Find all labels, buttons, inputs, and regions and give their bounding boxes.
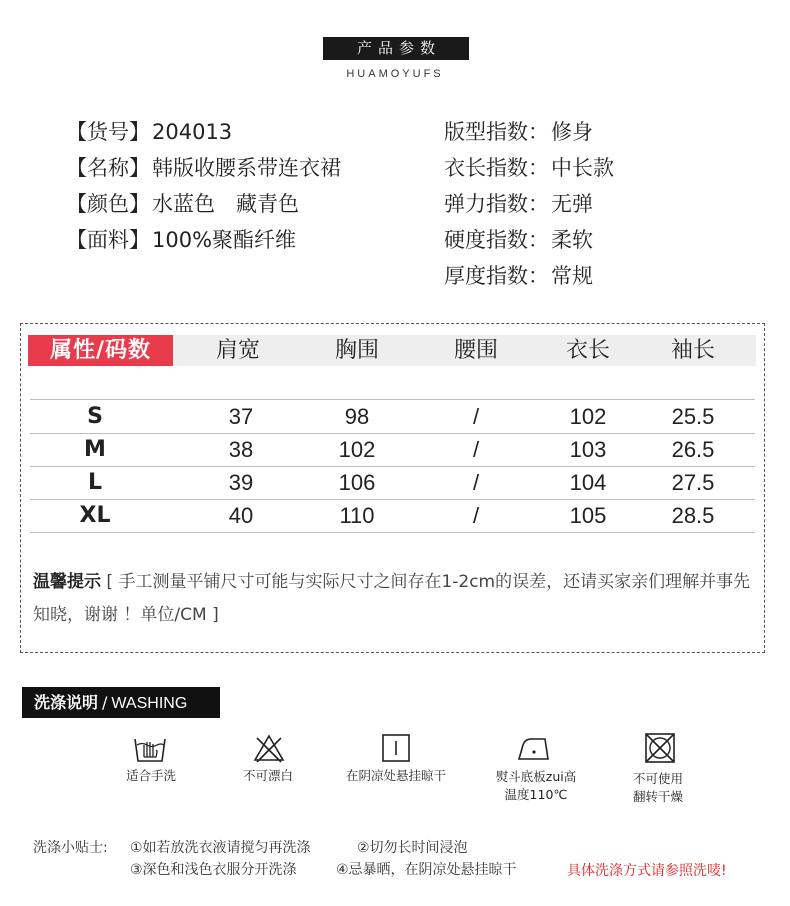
cell-waist: / [472,503,480,528]
header-shoulder: 肩宽 [215,338,260,363]
param-label: 硬度指数： [444,228,549,252]
cell-chest: 102 [338,437,376,462]
cell-shoulder: 38 [228,437,254,462]
param-value: 柔软 [551,228,593,252]
cell-waist: / [472,404,480,429]
hand-wash-label: 适合手洗 [125,768,176,783]
cell-shoulder: 37 [228,404,254,429]
table-row [0,401,790,433]
header-waist: 腰围 [453,338,498,363]
param-value: 修身 [551,120,593,144]
param-color [66,191,299,217]
notes-item-2: ②切勿长时间浸泡 [357,840,468,856]
line-dry-shade-icon [380,733,414,763]
cell-size: XL [79,503,111,528]
iron-icon [517,733,551,763]
param-label: 【名称】 [66,156,150,180]
param-value: 韩版收腰系带连衣裙 [152,156,341,180]
measurement-tip [33,566,753,632]
notes-item-3: ③深色和浅色衣服分开洗涤 [130,862,297,878]
cell-length: 102 [569,404,607,429]
param-thickness-index [444,263,593,289]
param-label: 弹力指数： [444,192,549,216]
line-dry-shade-label: 在阴凉处悬挂晾干 [345,768,446,783]
header-length: 衣长 [565,338,610,363]
cell-length: 103 [569,437,607,462]
param-length-index [444,155,614,181]
header-chest: 胸围 [334,338,379,363]
param-value: 100%聚酯纤维 [152,228,297,252]
brand-subtitle: HUAMOYUFS [346,68,444,80]
table-row [0,434,790,466]
header-sleeve: 袖长 [670,338,715,363]
cell-sleeve: 28.5 [671,503,715,528]
param-stretch-index [444,191,593,217]
cell-size: S [87,404,103,429]
section-title-product-params: 产品参数 [323,37,469,60]
param-value: 中长款 [551,156,614,180]
notes-item-1: ①如若放洗衣液请搅匀再洗涤 [130,840,311,856]
no-bleach-label: 不可漂白 [242,768,293,783]
cell-chest: 98 [344,404,370,429]
param-label: 版型指数： [444,120,549,144]
washing-title-separator: / [102,693,108,712]
washing-title-en: WASHING [111,695,188,712]
cell-sleeve: 25.5 [671,404,715,429]
param-softness-index [444,227,593,253]
cell-waist: / [472,437,480,462]
cell-size: M [84,437,106,462]
param-value: 常规 [551,264,593,288]
table-row [0,467,790,499]
param-label: 衣长指数： [444,156,549,180]
tip-text: [ 手工测量平铺尺寸可能与实际尺寸之间存在1-2cm的误差，还请买家亲们理解并事先知晓，谢谢 ！单位/CM ] [33,572,751,625]
cell-length: 105 [569,503,607,528]
param-label: 厚度指数： [444,264,549,288]
notes-item-4: ④忌暴晒，在阴凉处悬挂晾干 [336,862,517,878]
no-tumble-dry-icon [643,733,677,763]
cell-waist: / [472,470,480,495]
param-item-number [66,119,232,145]
cell-sleeve: 26.5 [671,437,715,462]
table-divider [30,399,755,400]
param-value: 水蓝色 藏青色 [152,192,299,216]
param-fit-index [444,119,593,145]
no-bleach-icon [252,733,286,763]
size-table-header-attr: 属性/码数 [28,335,173,366]
cell-shoulder: 40 [228,503,254,528]
param-fabric [66,227,296,253]
param-label: 【颜色】 [66,192,150,216]
param-value: 204013 [152,120,233,144]
notes-label: 洗涤小贴士: [33,840,108,856]
param-value: 无弹 [551,192,593,216]
washing-title-cn: 洗涤说明 [34,693,99,712]
hand-wash-icon [133,733,167,763]
washing-title [22,687,220,718]
tip-label: 温馨提示 [33,572,101,592]
cell-length: 104 [569,470,607,495]
no-tumble-dry-label-line2: 翻转干燥 [632,789,683,804]
table-row [0,500,790,532]
cell-shoulder: 39 [228,470,254,495]
cell-size: L [87,470,103,495]
cell-sleeve: 27.5 [671,470,715,495]
iron-label-line2: 温度110℃ [504,787,568,802]
iron-label-line1: 熨斗底板zui高 [495,769,577,784]
param-label: 【面料】 [66,228,150,252]
cell-chest: 106 [338,470,376,495]
param-label: 【货号】 [66,120,150,144]
param-name [66,155,341,181]
cell-chest: 110 [339,503,375,528]
notes-warning: 具体洗涤方式请参照洗唛! [567,863,727,879]
no-tumble-dry-label-line1: 不可使用 [632,771,683,786]
table-divider [30,532,755,533]
